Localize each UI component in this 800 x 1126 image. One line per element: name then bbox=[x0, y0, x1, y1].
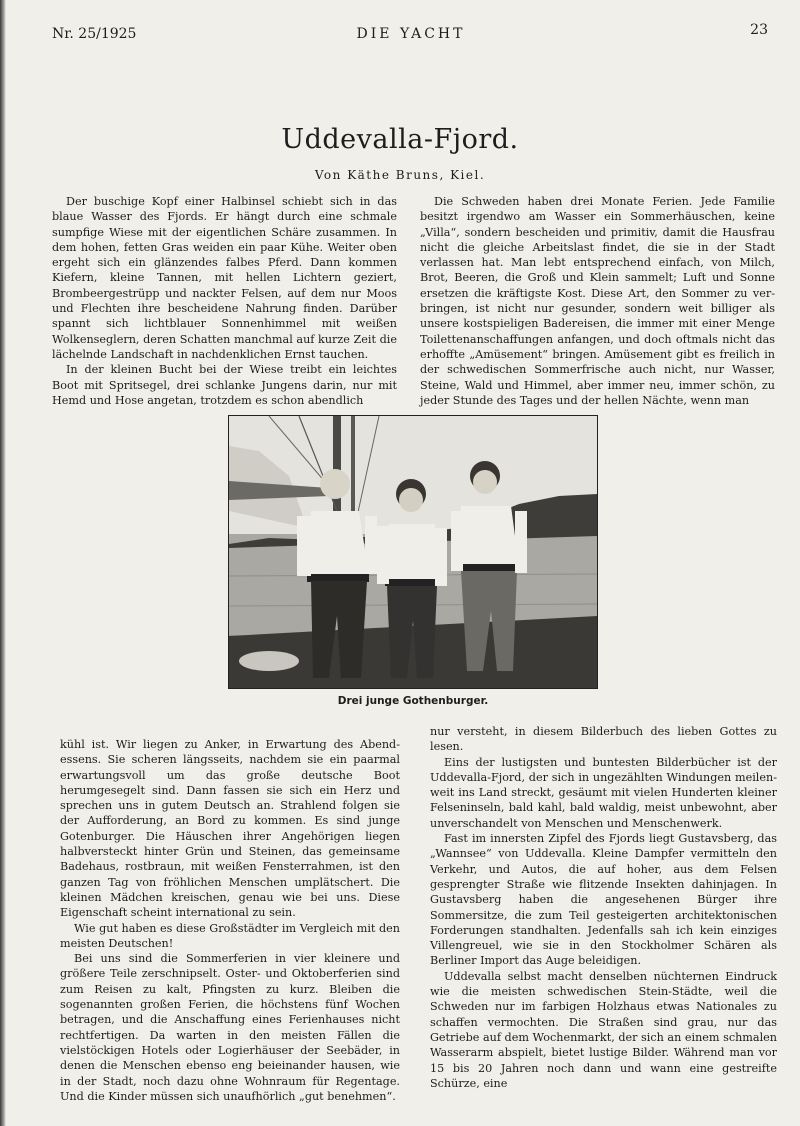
page-number: 23 bbox=[750, 22, 768, 38]
paragraph: Der buschige Kopf einer Halbinsel schiebt sich in das blaue Wasser des Fjords. Er hängt durch eine schmale sumpfige Wiese mit der eigentlichen Schäre zusammen. In dem hohen, fetten Gras weiden ein paar Kühe. Weiter oben ergeht sich ein glänzendes falbes Pferd. Dann kommen Kiefern, kleine Tannen, mit hellen Lichtern geziert, Brombeergestrüpp und nackter Felsen, auf dem nur Moos und Flechten ihre bescheidene Nahrung finden. Darüber spannt sich lichtblauer Sonnenhimmel mit weißen Wolkenseglern, deren Schatten manchmal auf kurze Zeit die lächelnde Landschaft in nachdenklichen Ernst tauchen. bbox=[52, 195, 397, 361]
paragraph: Fast im innersten Zipfel des Fjords liegt Gustavsberg, das „Wannsee“ von Uddevalla. Kleine Dampfer vermitteln den Verkehr, und Autos, die auf hoher, aus dem Felsen gesprengter Straße wie flitzende Insekten dahinjagen. In Gustavsberg haben die angesehenen Bürger ihre Sommersitze, die zum Teil gesteigerten architektonischen Forderungen standhalten. Jedenfalls sah ich kein einziges Villengreuel, wie sie in den Stockholmer Schären als Berliner Import das Auge beleidigen. bbox=[430, 832, 777, 968]
paragraph: nur versteht, in diesem Bilderbuch des lieben Gottes zu lesen. bbox=[430, 725, 777, 754]
paragraph: Uddevalla selbst macht denselben nüchternen Eindruck wie die meisten schwedischen Stein-Städte, weil die Schweden nur im farbigen Holzhaus etwas Nationales zu schaffen vermochten. Die Straßen sind grau, nur das Getriebe auf dem Wochenmarkt, der sich an einem schmalen Wasserarm abspielt, bietet lustige Bilder. Während man vor 15 bis 20 Jahren noch dann und wann eine gestreifte Schürze, eine bbox=[430, 969, 777, 1090]
column-bottom-left bbox=[60, 737, 400, 1104]
column-top-left bbox=[52, 194, 397, 408]
photo-three-boys-on-boat bbox=[228, 415, 598, 689]
issue-number: Nr. 25/1925 bbox=[52, 26, 137, 42]
magazine-name: DIE YACHT bbox=[356, 26, 466, 42]
paragraph: Wie gut haben es diese Großstädter im Vergleich mit den meisten Deutschen! bbox=[60, 921, 400, 950]
photo-illustration bbox=[229, 416, 597, 688]
paragraph: kühl ist. Wir liegen zu Anker, in Erwartung des Abendessens. Sie scheren längsseits, nachdem sie ein paarmal erwartungsvoll um das große deutsche Boot herumgesegelt sind. Dann fassen sie sich ein Herz und sprechen uns in gutem Deutsch an. Strahlend folgen sie der Aufforderung, an Bord zu kommen. Es sind junge Gotenburger. Die Häuschen ihrer Angehörigen liegen halbversteckt hinter Grün und Steinen, das gemeinsame Badehaus, rostbraun, mit weißen Fensterrahmen, ist den ganzen Tag von fröhlichen Menschen umplätschert. Die kleinen Mädchen kreischen, genau wie bei uns. Diese Eigenschaft scheint international zu sein. bbox=[60, 738, 400, 920]
running-header bbox=[52, 22, 770, 44]
paragraph: Bei uns sind die Sommerferien in vier kleinere und größere Teile zerschnipselt. Oster- und Oktoberferien sind zum Reisen zu kalt, Pfingsten zu kurz. Bleiben die sogenannten großen Ferien, die höchstens fünf Wochen betragen, und die Anschaffung eines Ferienhauses nicht rechtfertigen. Da warten in den meisten Fällen die vielstöckigen Hotels oder Logierhäuser der Seebäder, in denen die Menschen ebenso eng beieinander hausen, wie in der Stadt, noch dazu ohne Wohnraum für Regentage. Und die Kinder müssen sich unaufhörlich „gut benehmen“. bbox=[60, 952, 400, 1103]
column-bottom-right bbox=[430, 724, 777, 1091]
article-title: Uddevalla-Fjord. bbox=[281, 124, 519, 155]
column-top-right bbox=[420, 194, 775, 408]
paragraph: Eins der lustigsten und buntesten Bilderbücher ist der Uddevalla-Fjord, der sich in ungezählten Windungen meilenweit ins Land streckt, gesäumt mit vielen Hunderten kleiner Felseninseln, bald kahl, bald waldig, meist unbewohnt, aber unverschandelt von Menschen und Menschenwerk. bbox=[430, 755, 777, 830]
paragraph: Die Schweden haben drei Monate Ferien. Jede Familie besitzt irgendwo am Wasser ein Sommerhäuschen, keine „Villa“, sondern bescheiden und primitiv, damit die Hausfrau nicht die gleiche Arbeitslast findet, die sie in der Stadt verlassen hat. Man lebt entsprechend einfach, von Milch, Brot, Beeren, die Groß und Klein sammelt; Luft und Sonne ersetzen die kräftigste Kost. Diese Art, den Sommer zu verbringen, ist nicht nur gesunder, sondern weit billiger als unsere kostspieligen Badereisen, die immer mit einer Menge Toilettenanschaffungen anfangen, und doch oftmals nicht das erhoffte „Amüsement“ bringen. Amüsement gibt es freilich in der schwedischen Sommerfrische auch nicht, nur Wasser, Steine, Wald und Himmel, aber immer neu, immer schön, zu jeder Stunde des Tages und der hellen Nächte, wenn man bbox=[420, 195, 775, 407]
paragraph: In der kleinen Bucht bei der Wiese treibt ein leichtes Boot mit Spritsegel, drei schlanke Jungens darin, nur mit Hemd und Hose angetan, trotzdem es schon abendlich bbox=[52, 363, 397, 407]
photo-caption: Drei junge Gothenburger. bbox=[337, 695, 489, 707]
article-byline: Von Käthe Bruns, Kiel. bbox=[314, 168, 486, 182]
